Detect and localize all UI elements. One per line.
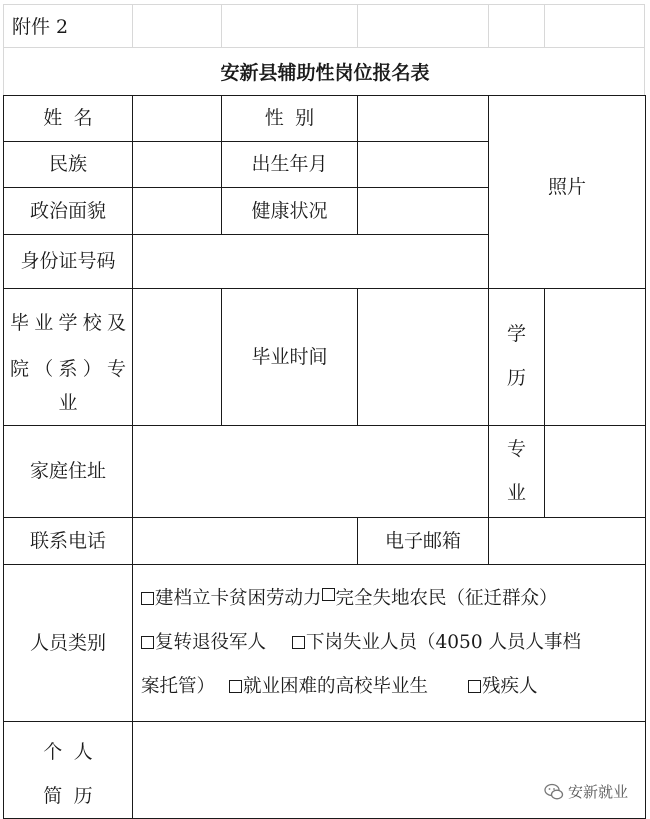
- watermark-text: 安新就业: [567, 783, 628, 801]
- name-field[interactable]: [133, 96, 222, 142]
- health-field[interactable]: [358, 188, 489, 235]
- phone-field[interactable]: [133, 518, 358, 565]
- birth-label: 出生年月: [222, 142, 358, 188]
- category-options: [133, 565, 646, 722]
- option-poverty-labor: 建档立卡贫困劳动力: [155, 588, 322, 609]
- grid-cell: [221, 4, 358, 48]
- checkbox-disabled[interactable]: [468, 680, 481, 693]
- checkbox-poverty-labor[interactable]: [141, 592, 154, 605]
- resume-field[interactable]: [133, 722, 646, 819]
- photo-box[interactable]: [489, 96, 646, 289]
- wechat-icon: [544, 783, 564, 801]
- option-graduate: 就业困难的高校毕业生: [243, 676, 429, 697]
- graduation-time-label: 毕业时间: [222, 289, 358, 426]
- school-label: 毕业学校及 院（系）专 业: [4, 289, 133, 426]
- gender-label: 性别: [222, 96, 358, 142]
- annex-label: 附件 2: [12, 16, 69, 38]
- education-field[interactable]: [545, 289, 646, 426]
- grid-cell: [488, 4, 545, 48]
- checkbox-landless-farmer[interactable]: [322, 588, 335, 601]
- major-label: 专 业: [489, 426, 545, 518]
- health-label: 健康状况: [222, 188, 358, 235]
- registration-table: [3, 95, 646, 819]
- resume-label: 个人 简历: [4, 722, 133, 819]
- grid-cell: [357, 4, 489, 48]
- grid-cell: [132, 4, 222, 48]
- photo-label: 照片: [547, 176, 586, 198]
- option-laid-off: 下岗失业人员（4050 人员人事档: [306, 632, 581, 653]
- spreadsheet-header-grid: [0, 0, 650, 48]
- education-label: 学 历: [489, 289, 545, 426]
- form-title: 安新县辅助性岗位报名表: [220, 62, 430, 84]
- ethnicity-label: 民族: [4, 142, 133, 188]
- option-laid-off-continued: 案托管）: [141, 676, 216, 697]
- grid-cell: [544, 4, 645, 48]
- option-landless-farmer: 完全失地农民（征迁群众）: [335, 588, 558, 609]
- email-field[interactable]: [489, 518, 646, 565]
- ethnicity-field[interactable]: [133, 142, 222, 188]
- gender-field[interactable]: [358, 96, 489, 142]
- watermark: [544, 781, 628, 802]
- political-status-label: 政治面貌: [4, 188, 133, 235]
- category-label: 人员类别: [4, 565, 133, 722]
- id-number-label: 身份证号码: [4, 235, 133, 289]
- address-field[interactable]: [133, 426, 489, 518]
- major-field[interactable]: [545, 426, 646, 518]
- option-veteran: 复转退役军人: [155, 632, 267, 653]
- birth-field[interactable]: [358, 142, 489, 188]
- checkbox-laid-off[interactable]: [292, 636, 305, 649]
- checkbox-graduate[interactable]: [229, 680, 242, 693]
- phone-label: 联系电话: [4, 518, 133, 565]
- name-label: 姓名: [4, 96, 133, 142]
- political-status-field[interactable]: [133, 188, 222, 235]
- address-label: 家庭住址: [4, 426, 133, 518]
- school-field[interactable]: [133, 289, 222, 426]
- checkbox-veteran[interactable]: [141, 636, 154, 649]
- option-disabled: 残疾人: [482, 676, 538, 697]
- id-number-field[interactable]: [133, 235, 489, 289]
- email-label: 电子邮箱: [358, 518, 489, 565]
- graduation-time-field[interactable]: [358, 289, 489, 426]
